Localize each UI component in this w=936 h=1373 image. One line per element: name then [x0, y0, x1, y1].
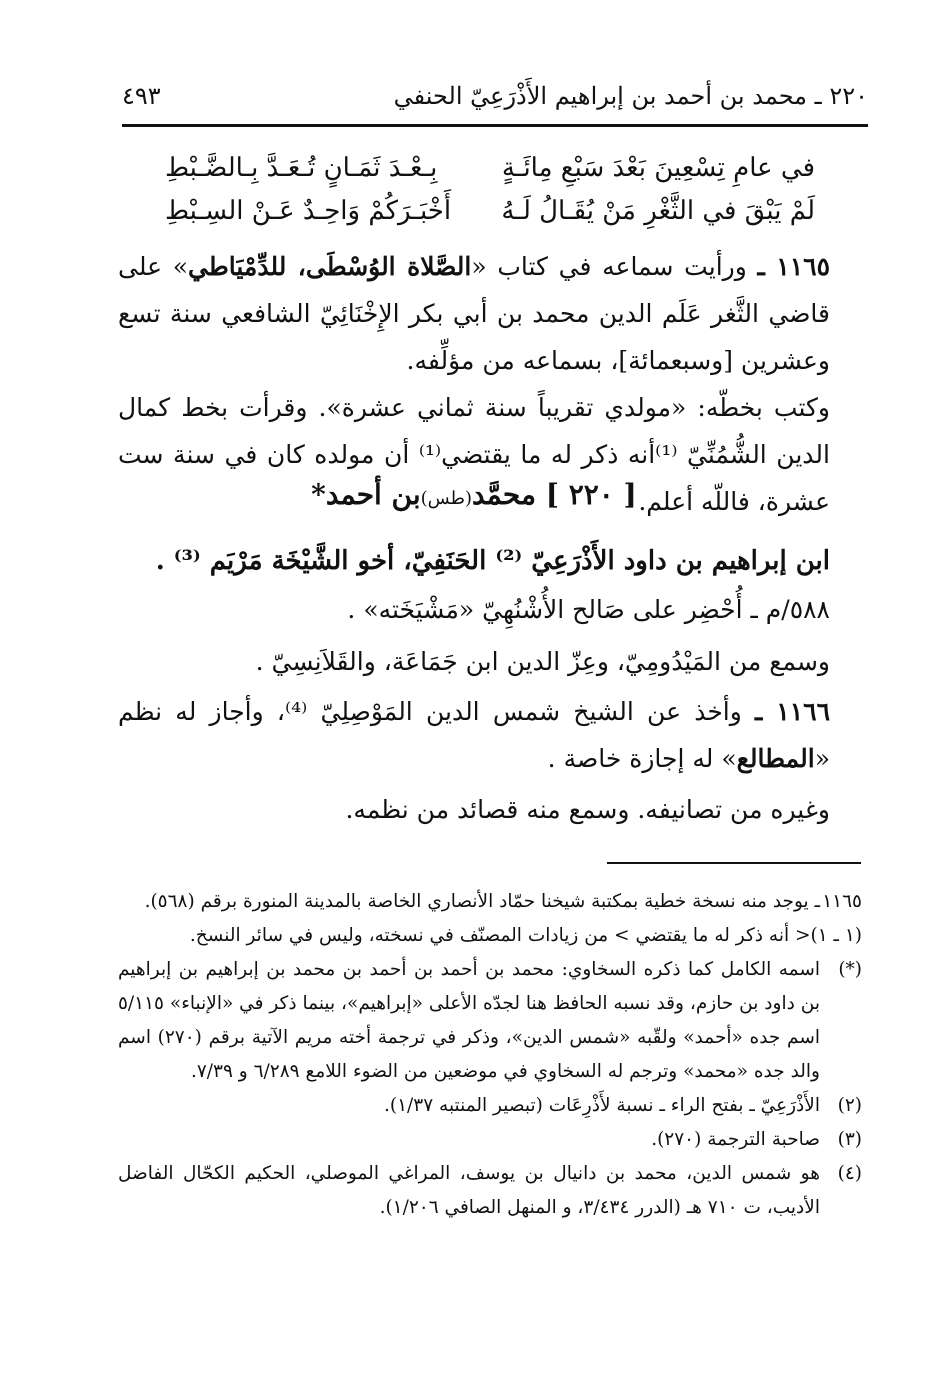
footnotes	[118, 885, 862, 1225]
hemistich-second: بِـعْـدَ ثَمَـانٍ تُـعَـدَّ بِـالضَّـبْطِ	[165, 152, 438, 183]
paragraph-number: ١١٦٥ ـ	[757, 252, 831, 281]
footnote-text: اسمه الكامل كما ذكره السخاوي: محمد بن أحمد بن أحمد بن محمد بن إبراهيم بن إبراهيم بن داود بن حازم، وقد نسبه الحافظ هنا لجدّه الأعلى «إبراهيم»، بينما ذكر في «الإنباء» ٥/١١٥ اسم جده «أحمد» ولقّبه «شمس الدين»، وذكر في ترجمة أخته مريم الآتية برقم (٢٧٠) اسم والد جده «محمد» وترجم له السخاوي في موضعين من الضوء اللامع ٦/٢٨٩ و ٧/٣٩.	[118, 959, 820, 1082]
footnote	[118, 919, 862, 953]
footnote-mark: (٣)	[837, 1129, 862, 1150]
paragraph-birth: وكتب بخطّه: «مولدي تقريباً سنة ثماني عشرة». وقرأت بخط كمال الدين الشُّمُنِّيّ ⁽¹⁾أنه ذكر له ما يقتضي⁽¹⁾ أن مولده كان في سنة ست عشرة، فاللّه أعلم.	[118, 393, 830, 516]
paragraph-1165	[118, 243, 830, 384]
poem-line	[165, 146, 815, 189]
header-rule	[122, 124, 868, 127]
entry-heading-main: [ ٢٢٠ ] محمَّد	[471, 478, 637, 511]
footnote	[118, 953, 862, 1089]
footnote-mark: (٢)	[837, 1095, 862, 1116]
footnote-mark: ١١٦٥	[822, 891, 862, 912]
footnote	[118, 1089, 862, 1123]
footnote-mark: (٤)	[837, 1163, 862, 1184]
book-title: الصَّلاة الوُسْطَى، للدِّمْيَاطي	[188, 252, 472, 281]
lineage-line: ابن إبراهيم بن داود الأَذْرَعِيّ ⁽²⁾ الحَنَفِيّ، أخو الشَّيْخَة مَرْيَم ⁽³⁾ .	[155, 546, 830, 576]
footnote	[118, 885, 862, 919]
footnote-text: هو شمس الدين، محمد بن دانيال بن يوسف، المراغي الموصلي، الحكيم الكحّال الفاضل الأديب، ت ٧١٠ هـ (الدرر ٣/٤٣٤، و المنهل الصافي ١/٢٠٦).	[118, 1163, 820, 1218]
paragraph-1166	[118, 688, 830, 782]
page-number: ٤٩٣	[122, 82, 161, 110]
paragraph-number: ١١٦٦ ـ	[755, 697, 831, 726]
entry-heading-tail: بن أحمد*	[311, 478, 421, 511]
running-title: ٢٢٠ ـ محمد بن أحمد بن إبراهيم الأَذْرَعِيّ الحنفي	[393, 82, 868, 110]
paragraph-heard: وسمع من المَيْدُومِيّ، وعِزّ الدين ابن جَمَاعَة، والقَلاَنِسِيّ .	[255, 647, 830, 676]
paragraph-text: » له إجازة خاصة .	[547, 744, 737, 773]
hemistich-second: أَخْبَـرَكُمْ وَاحِـدٌ عَـنْ السِـبْطِ	[165, 195, 452, 226]
book-title: المطالع	[736, 744, 815, 773]
paragraph-588: ٥٨٨/م ـ أُحْضِر على صَالح الأُشْنُهِيّ «مَشْيَخَته» .	[347, 595, 830, 624]
poem-verses	[165, 146, 815, 232]
footnote-mark: (١ ـ ١)	[810, 925, 862, 946]
footnote	[118, 1123, 862, 1157]
footnote-mark: (*)	[838, 959, 862, 980]
footnote-rule	[607, 862, 861, 864]
paragraph-text: » على قاضي الثَّغر عَلَم الدين محمد بن أبي بكر الإِخْنَائِيّ الشافعي سنة تسع وعشرين [وسبعمائة]، بسماعه من مؤلِّفه.	[118, 252, 830, 375]
hemistich-first: لَمْ يَبْقَ في الثَّغْرِ مَنْ يُقَـالُ لَـهُ	[501, 195, 815, 226]
footnote-text: < أنه ذكر له ما يقتضي > من زيادات المصنّف في نسخته، وليس في سائر النسخ.	[189, 925, 811, 946]
poem-line	[165, 189, 815, 232]
page-header	[122, 70, 868, 122]
footnote-text: الأَذْرَعِيّ ـ بفتح الراء ـ نسبة لأَذْرِعَات (تبصير المنتبه ١/٣٧).	[384, 1095, 820, 1116]
paragraph-last: وغيره من تصانيفه. وسمع منه قصائد من نظمه.	[345, 795, 830, 824]
entry-heading	[118, 478, 830, 511]
paragraph-text: ورأيت سماعه في كتاب «	[471, 252, 758, 281]
footnote-text: ـ يوجد منه نسخة خطية بمكتبة شيخنا حمّاد الأنصاري الخاصة بالمدينة المنورة برقم (٥٦٨).	[144, 891, 820, 912]
paragraph-text: وأخذ عن الشيخ شمس الدين المَوْصِلِيّ ⁽⁴⁾، وأجاز له نظم «	[118, 697, 830, 773]
hemistich-first: في عامِ تِسْعِينَ بَعْدَ سَبْعِ مِائَـةٍ	[501, 152, 815, 183]
entry-heading-mark: (طس)	[420, 488, 472, 509]
footnote-text: صاحبة الترجمة (٢٧٠).	[651, 1129, 820, 1150]
footnote	[118, 1157, 862, 1225]
